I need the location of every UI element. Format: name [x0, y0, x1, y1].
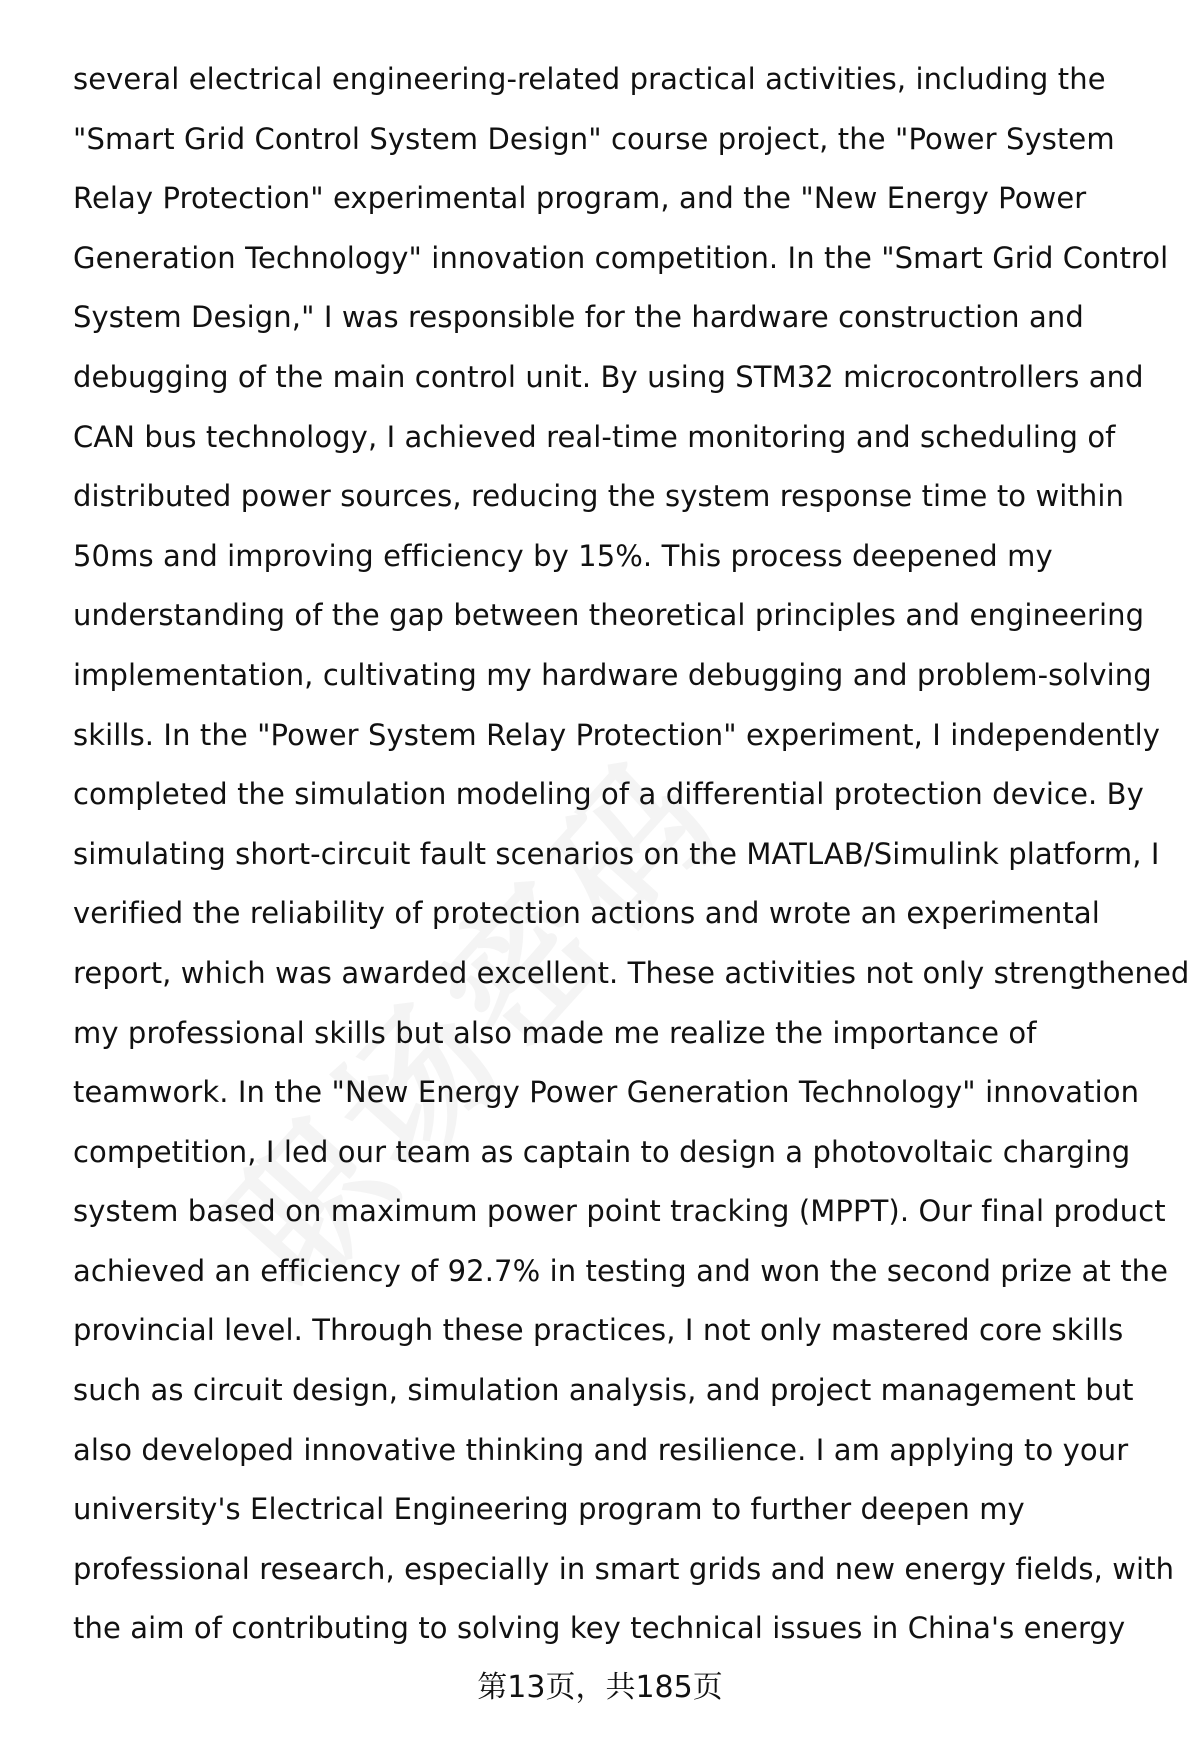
- text-line: skills. In the "Power System Relay Protection" experiment, I independently: [73, 717, 1161, 752]
- text-line: understanding of the gap between theoretical principles and engineering: [73, 598, 1145, 633]
- text-line: also developed innovative thinking and resilience. I am applying to your: [73, 1432, 1129, 1467]
- text-line: professional research, especially in smart grids and new energy fields, with: [73, 1551, 1175, 1586]
- text-line: teamwork. In the "New Energy Power Generation Technology" innovation: [73, 1075, 1140, 1110]
- text-line: system based on maximum power point tracking (MPPT). Our final product: [73, 1194, 1166, 1229]
- text-line: provincial level. Through these practices, I not only mastered core skills: [73, 1313, 1124, 1348]
- text-line: completed the simulation modeling of a differential protection device. By: [73, 777, 1144, 812]
- text-line: implementation, cultivating my hardware debugging and problem-solving: [73, 657, 1152, 692]
- text-line: 50ms and improving efficiency by 15%. This process deepened my: [73, 538, 1053, 573]
- page-number-footer: 第13页，共185页: [477, 1670, 723, 1705]
- text-line: "Smart Grid Control System Design" course project, the "Power System: [73, 121, 1115, 156]
- text-line: verified the reliability of protection actions and wrote an experimental: [73, 896, 1100, 931]
- text-line: university's Electrical Engineering program to further deepen my: [73, 1492, 1025, 1527]
- text-line: simulating short-circuit fault scenarios on the MATLAB/Simulink platform, I: [73, 836, 1160, 871]
- text-line: such as circuit design, simulation analysis, and project management but: [73, 1373, 1134, 1408]
- text-line: achieved an efficiency of 92.7% in testing and won the second prize at the: [73, 1253, 1169, 1288]
- text-line: debugging of the main control unit. By using STM32 microcontrollers and: [73, 359, 1144, 394]
- text-line: CAN bus technology, I achieved real-time monitoring and scheduling of: [73, 419, 1116, 454]
- text-line: report, which was awarded excellent. These activities not only strengthened: [73, 955, 1190, 990]
- text-line: my professional skills but also made me realize the importance of: [73, 1015, 1037, 1050]
- text-line: System Design," I was responsible for the hardware construction and: [73, 300, 1084, 335]
- text-line: Generation Technology" innovation competition. In the "Smart Grid Control: [73, 240, 1169, 275]
- text-line: the aim of contributing to solving key technical issues in China's energy: [73, 1611, 1126, 1646]
- text-line: Relay Protection" experimental program, and the "New Energy Power: [73, 181, 1087, 216]
- text-line: competition, I led our team as captain to design a photovoltaic charging: [73, 1134, 1131, 1169]
- body-text: [73, 56, 1190, 1665]
- text-line: several electrical engineering-related practical activities, including the: [73, 62, 1106, 96]
- text-line: distributed power sources, reducing the system response time to within: [73, 479, 1125, 514]
